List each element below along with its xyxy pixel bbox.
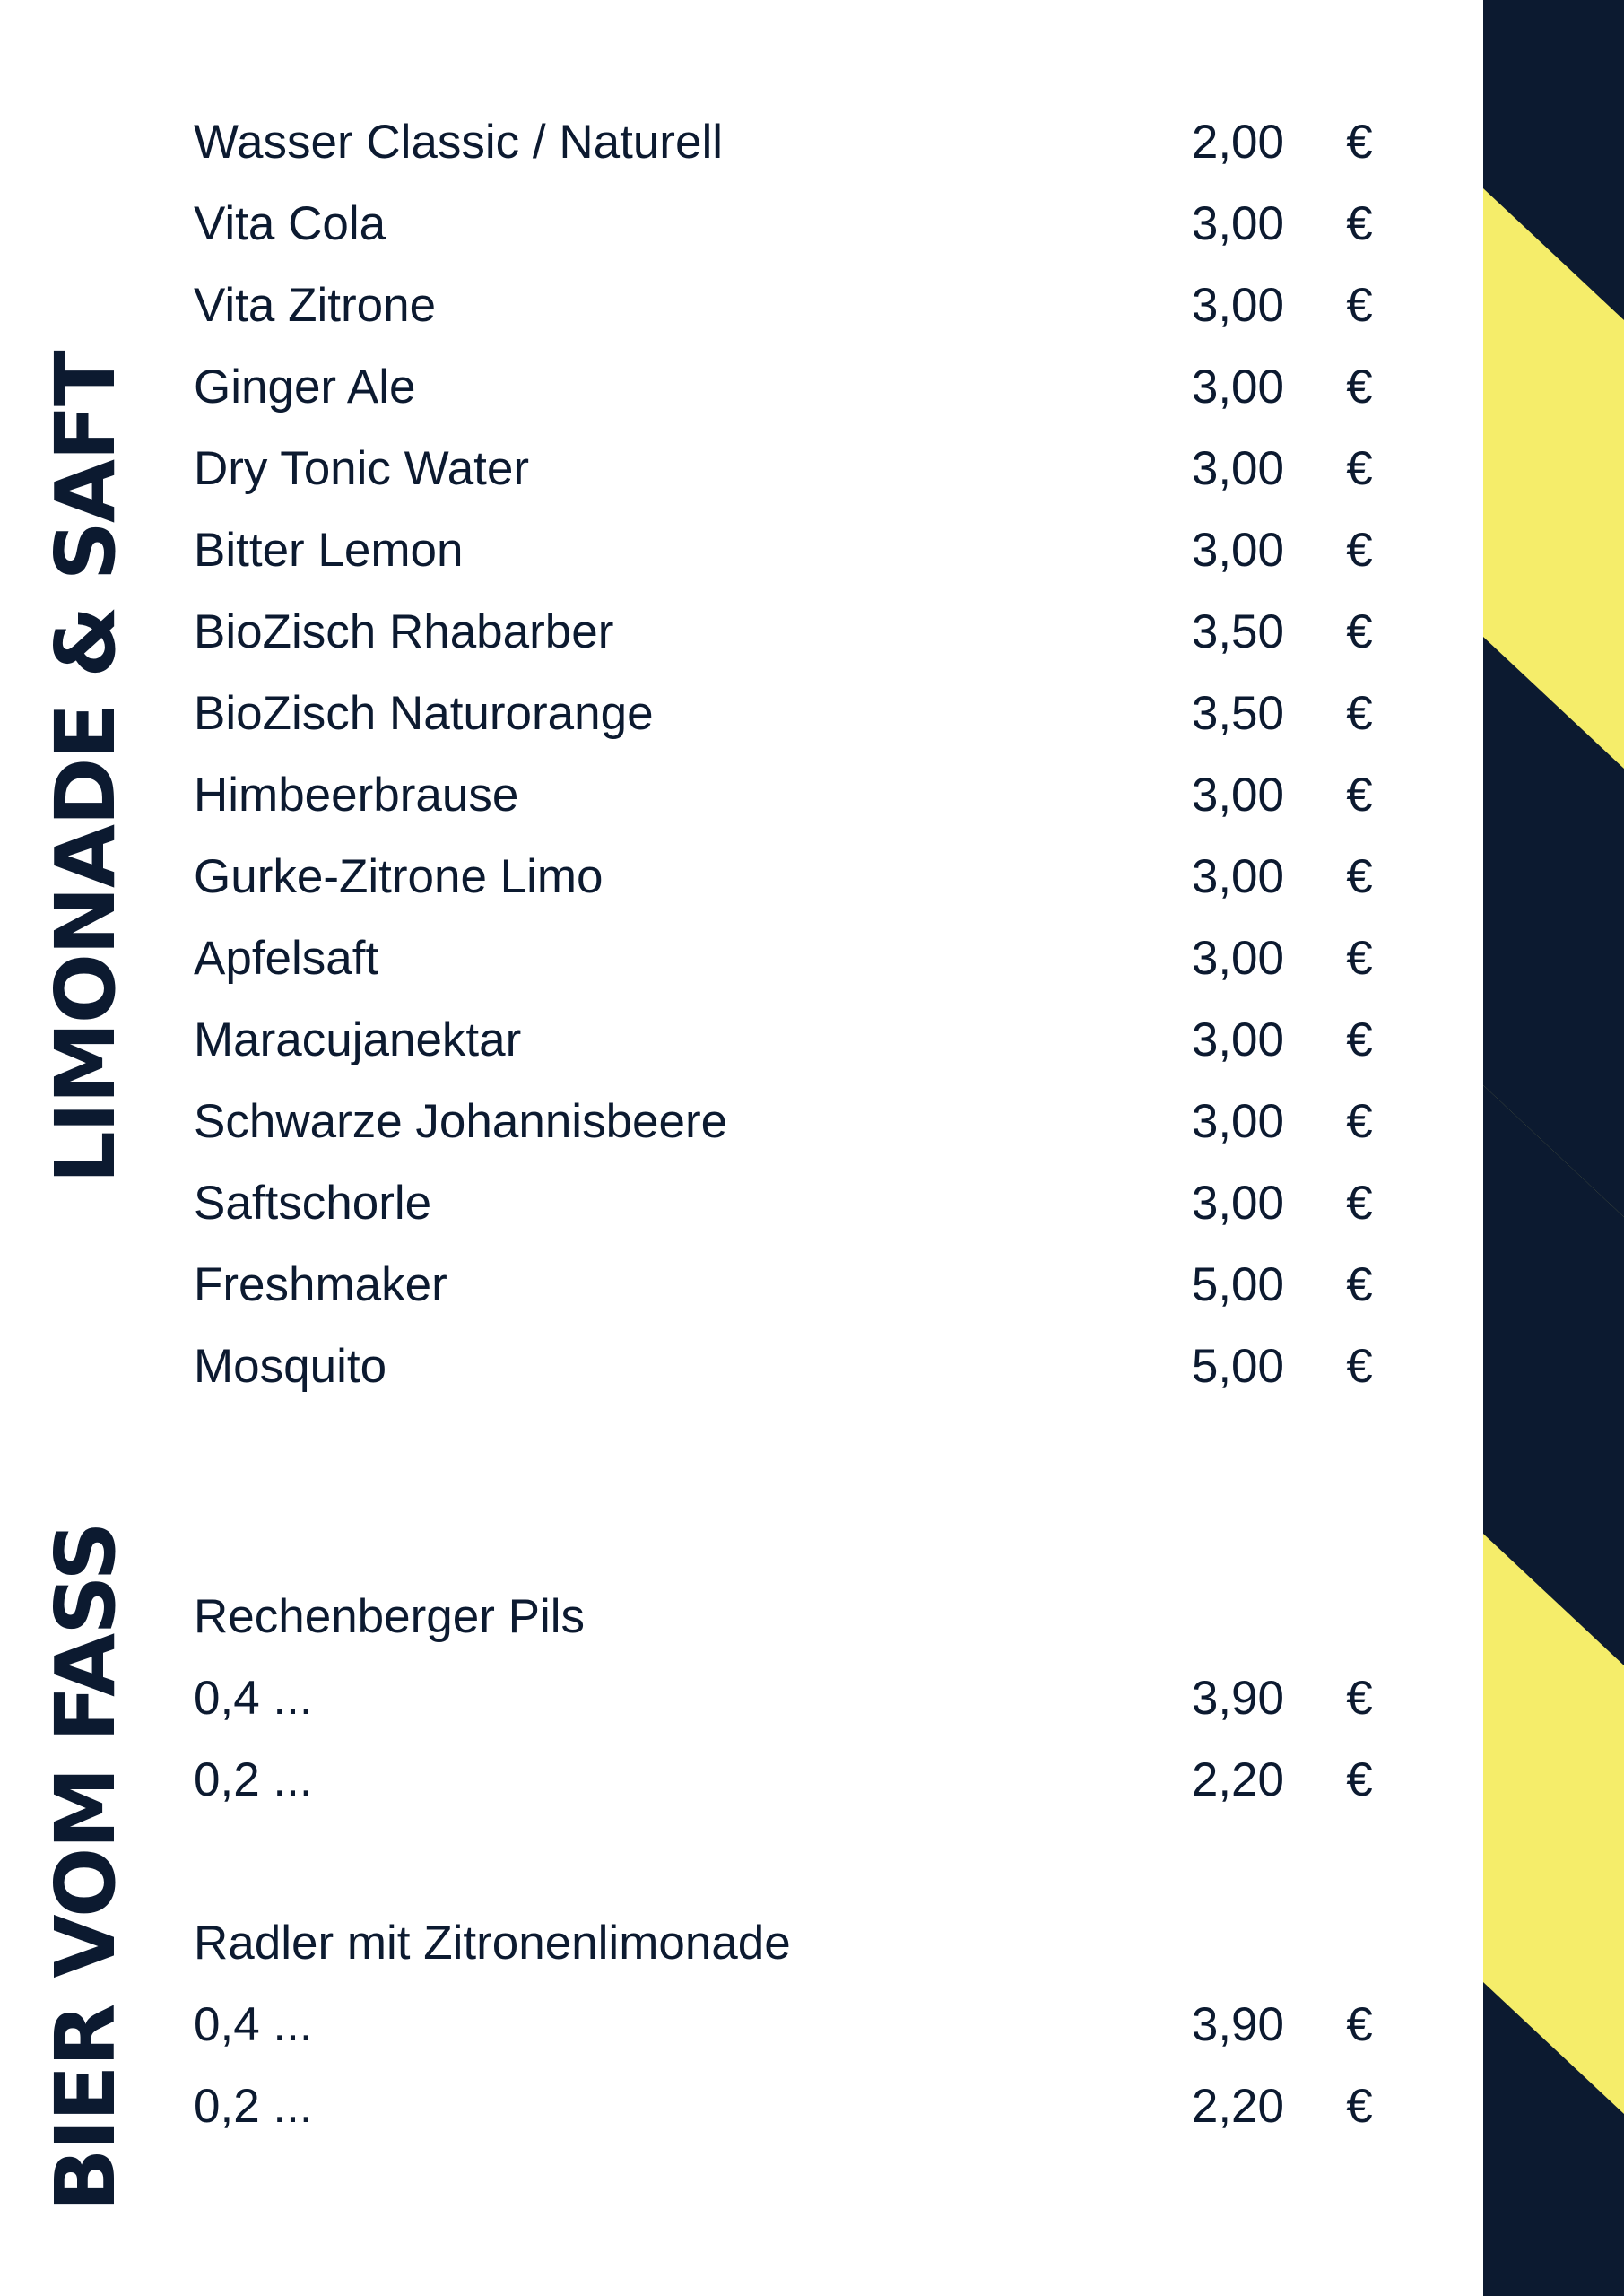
item-price: 3,00 xyxy=(1191,1013,1284,1066)
item-name: Schwarze Johannisbeere xyxy=(194,1095,728,1148)
item-name: BioZisch Naturorange xyxy=(194,687,654,740)
item-name: Bitter Lemon xyxy=(194,524,464,577)
currency-symbol: € xyxy=(1346,1013,1373,1066)
currency-symbol: € xyxy=(1346,1998,1373,2051)
item-price: 3,00 xyxy=(1191,850,1284,903)
item-name: Saftschorle xyxy=(194,1177,432,1230)
item-name: Apfelsaft xyxy=(194,932,379,985)
currency-symbol: € xyxy=(1346,1340,1373,1393)
section-heading-limonade: LIMONADE & SAFT xyxy=(38,352,134,1184)
menu-item xyxy=(194,1081,1386,1162)
item-size: 0,4 ... xyxy=(194,1672,313,1725)
currency-symbol: € xyxy=(1346,2080,1373,2133)
currency-symbol: € xyxy=(1346,1095,1373,1148)
item-price: 3,50 xyxy=(1191,687,1284,740)
item-price: 2,20 xyxy=(1191,1753,1284,1806)
menu-item xyxy=(194,999,1386,1081)
menu-item xyxy=(194,1326,1386,1407)
decorative-stripe-band xyxy=(1483,0,1624,2296)
menu-item xyxy=(194,1739,1386,1821)
menu-item xyxy=(194,265,1386,346)
currency-symbol: € xyxy=(1346,1672,1373,1725)
menu-item xyxy=(194,836,1386,918)
item-name: Wasser Classic / Naturell xyxy=(194,116,723,169)
beer-group-title: Rechenberger Pils xyxy=(194,1590,586,1643)
currency-symbol: € xyxy=(1346,687,1373,740)
currency-symbol: € xyxy=(1346,605,1373,658)
item-size: 0,2 ... xyxy=(194,1753,313,1806)
item-name: BioZisch Rhabarber xyxy=(194,605,614,658)
item-price: 2,00 xyxy=(1191,116,1284,169)
item-price: 2,20 xyxy=(1191,2080,1284,2133)
item-price: 3,00 xyxy=(1191,524,1284,577)
currency-symbol: € xyxy=(1346,769,1373,822)
item-price: 3,00 xyxy=(1191,197,1284,250)
item-price: 3,00 xyxy=(1191,1095,1284,1148)
menu-item xyxy=(194,183,1386,265)
menu-item xyxy=(194,509,1386,591)
currency-symbol: € xyxy=(1346,850,1373,903)
item-price: 5,00 xyxy=(1191,1340,1284,1393)
currency-symbol: € xyxy=(1346,1753,1373,1806)
menu-item xyxy=(194,918,1386,999)
menu-item xyxy=(194,101,1386,183)
item-name: Maracujanektar xyxy=(194,1013,522,1066)
currency-symbol: € xyxy=(1346,116,1373,169)
hazard-stripes xyxy=(1483,0,1624,2296)
item-size: 0,2 ... xyxy=(194,2080,313,2133)
menu-item xyxy=(194,1162,1386,1244)
item-price: 3,00 xyxy=(1191,442,1284,495)
item-name: Freshmaker xyxy=(194,1258,447,1311)
menu-item xyxy=(194,1657,1386,1739)
item-name: Vita Zitrone xyxy=(194,279,437,332)
beer-group-title: Radler mit Zitronenlimonade xyxy=(194,1917,791,1970)
menu-item xyxy=(194,673,1386,754)
currency-symbol: € xyxy=(1346,1177,1373,1230)
item-name: Dry Tonic Water xyxy=(194,442,530,495)
currency-symbol: € xyxy=(1346,524,1373,577)
item-price: 5,00 xyxy=(1191,1258,1284,1311)
item-name: Mosquito xyxy=(194,1340,387,1393)
currency-symbol: € xyxy=(1346,279,1373,332)
item-name: Ginger Ale xyxy=(194,361,416,413)
currency-symbol: € xyxy=(1346,197,1373,250)
item-price: 3,00 xyxy=(1191,769,1284,822)
menu-item xyxy=(194,346,1386,428)
item-name: Himbeerbrause xyxy=(194,769,519,822)
menu-item xyxy=(194,1984,1386,2066)
currency-symbol: € xyxy=(1346,442,1373,495)
currency-symbol: € xyxy=(1346,361,1373,413)
section-heading-bier: BIER VOM FASS xyxy=(38,1523,134,2212)
currency-symbol: € xyxy=(1346,932,1373,985)
item-price: 3,00 xyxy=(1191,361,1284,413)
currency-symbol: € xyxy=(1346,1258,1373,1311)
menu-item xyxy=(194,754,1386,836)
item-price: 3,90 xyxy=(1191,1672,1284,1725)
menu-item xyxy=(194,591,1386,673)
item-price: 3,00 xyxy=(1191,279,1284,332)
menu-item xyxy=(194,2066,1386,2147)
item-size: 0,4 ... xyxy=(194,1998,313,2051)
item-name: Gurke-Zitrone Limo xyxy=(194,850,604,903)
menu-item xyxy=(194,428,1386,509)
item-price: 3,50 xyxy=(1191,605,1284,658)
item-price: 3,00 xyxy=(1191,1177,1284,1230)
item-price: 3,90 xyxy=(1191,1998,1284,2051)
item-price: 3,00 xyxy=(1191,932,1284,985)
menu-item xyxy=(194,1244,1386,1326)
item-name: Vita Cola xyxy=(194,197,386,250)
